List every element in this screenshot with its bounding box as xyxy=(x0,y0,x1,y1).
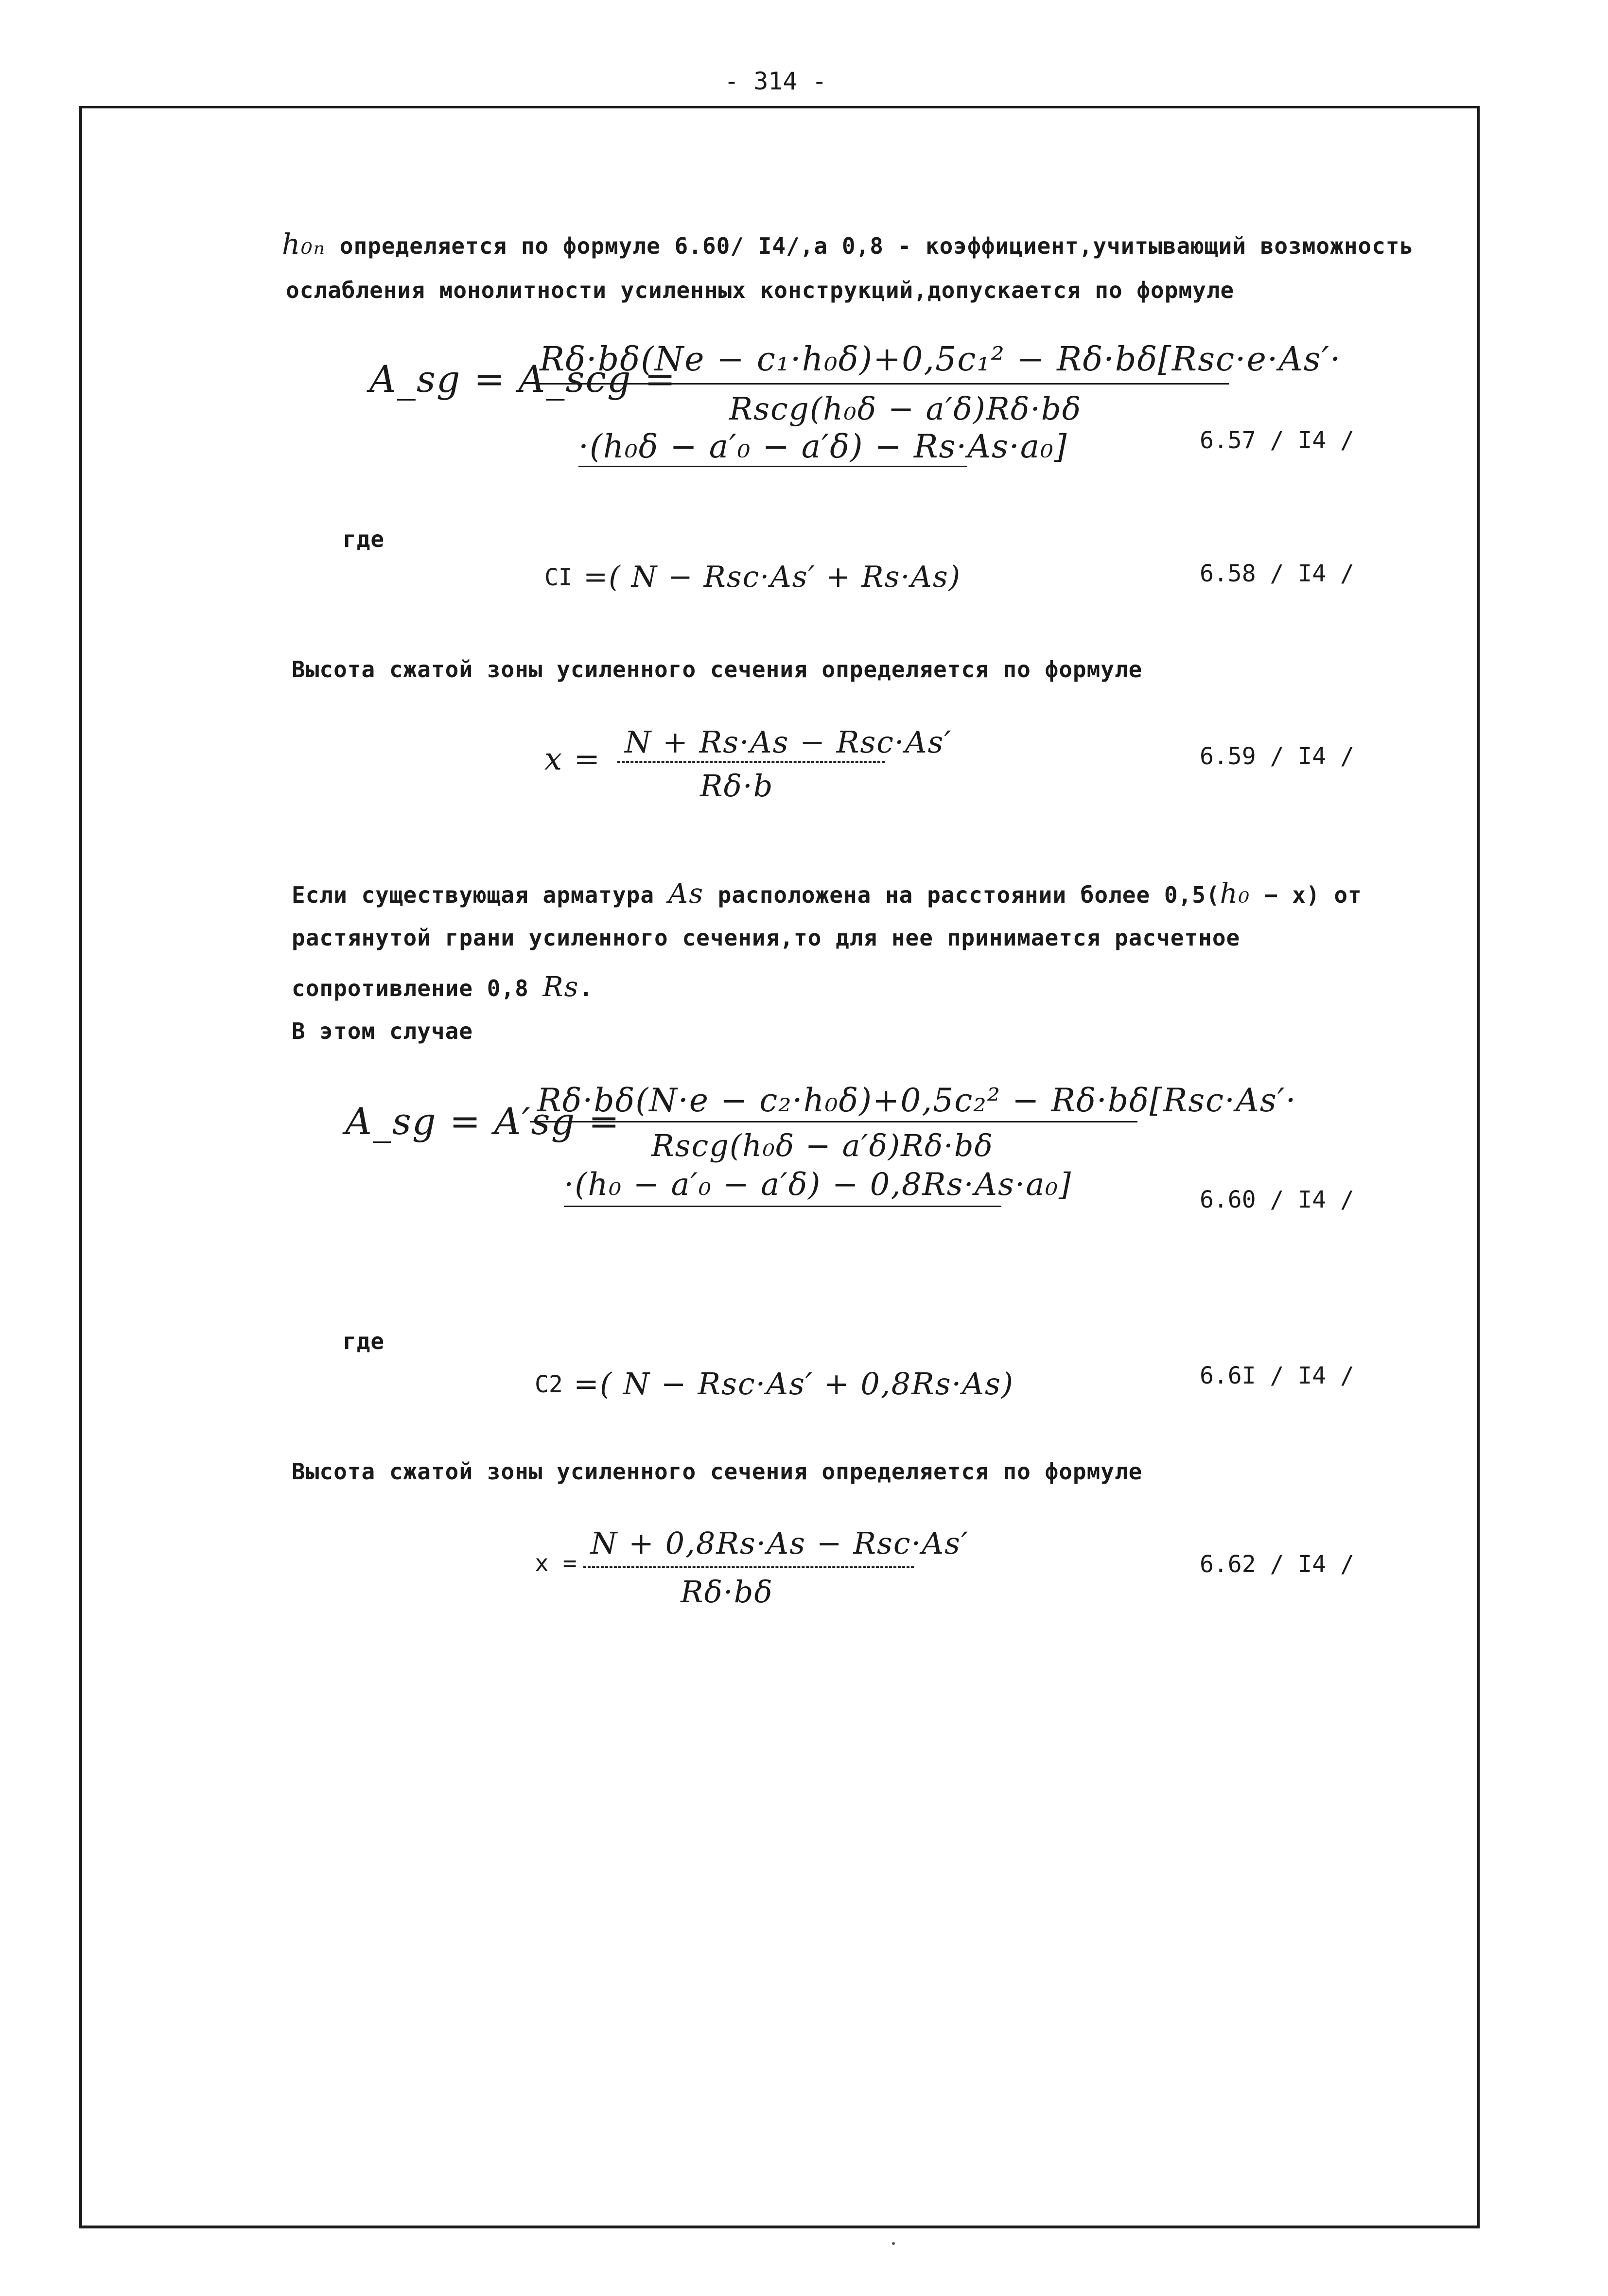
para-line-2: растянутой грани усиленного сечения,то для нее принимается расчетное xyxy=(292,925,1241,951)
para-line-1-a: Если существующая арматура xyxy=(292,882,655,908)
para-symbol-as: As xyxy=(668,878,704,910)
formula-659-number: 6.59 / I4 / xyxy=(1200,743,1354,770)
para-line-3-a: сопротивление 0,8 xyxy=(292,975,529,1001)
formula-660-fraction-bar xyxy=(530,1121,1137,1122)
formula-659-fraction-bar xyxy=(617,761,885,763)
para-symbol-rs: Rs xyxy=(542,971,579,1003)
formula-660-continuation: ·(h₀ − a′₀ − a′δ) − 0,8Rs·As·a₀] xyxy=(564,1167,1072,1203)
formula-659-denominator: Rδ·b xyxy=(700,768,774,804)
zone-text-1: Высота сжатой зоны усиленного сечения определяется по формуле xyxy=(292,656,1143,683)
intro-line-1 xyxy=(282,228,1414,261)
intro-text-1: определяется по формуле 6.60/ I4/,а 0,8 - коэффициент,учитывающий возможность xyxy=(339,233,1414,259)
para-symbol-h0: h₀ xyxy=(1220,878,1251,910)
formula-662-lhs: x = xyxy=(535,1550,577,1577)
formula-657-lhs: A_sg = A_scg = xyxy=(369,357,677,401)
zone-text-2: Высота сжатой зоны усиленного сечения определяется по формуле xyxy=(292,1458,1143,1485)
formula-660-lhs: A_sg = A′sg = xyxy=(345,1100,621,1143)
formula-661-rhs: =( N − Rsc·As′ + 0,8Rs·As) xyxy=(574,1366,1014,1402)
where-label-2: где xyxy=(343,1328,385,1354)
para-line-1-c: − x) от xyxy=(1264,882,1362,908)
formula-659-numerator: N + Rs·As − Rsc·As′ xyxy=(625,724,952,760)
formula-657-number: 6.57 / I4 / xyxy=(1200,427,1354,454)
para-line-3-b: . xyxy=(579,975,594,1001)
where-label-1: где xyxy=(343,526,385,552)
formula-662-numerator: N + 0,8Rs·As − Rsc·As′ xyxy=(591,1525,969,1561)
formula-662-number: 6.62 / I4 / xyxy=(1200,1551,1354,1578)
formula-658-lhs: CI xyxy=(544,564,573,591)
formula-661-lhs: C2 xyxy=(535,1371,563,1398)
formula-660-underline xyxy=(564,1206,1001,1207)
para-line-4: В этом случае xyxy=(292,1018,473,1044)
formula-662-fraction-bar xyxy=(583,1566,914,1568)
formula-657-denominator: Rscg(h₀δ − a′δ)Rδ·bδ xyxy=(729,391,1082,427)
formula-660-numerator: Rδ·bδ(N·e − c₂·h₀δ)+0,5c₂² − Rδ·bδ[Rsc·As′· xyxy=(537,1082,1297,1119)
formula-661-number: 6.6I / I4 / xyxy=(1200,1362,1354,1389)
formula-657-numerator: Rδ·bδ(Ne − c₁·h₀δ)+0,5c₁² − Rδ·bδ[Rsc·e·As′· xyxy=(540,340,1342,379)
para-line-3 xyxy=(292,971,593,1003)
formula-660-number: 6.60 / I4 / xyxy=(1200,1186,1354,1213)
formula-657-underline xyxy=(578,466,967,467)
formula-662-denominator: Rδ·bδ xyxy=(681,1574,773,1610)
intro-line-2: ослабления монолитности усиленных конструкций,допускается по формуле xyxy=(286,277,1235,303)
formula-657-fraction-bar xyxy=(539,383,1229,385)
formula-660-denominator: Rscg(h₀δ − a′δ)Rδ·bδ xyxy=(651,1128,994,1163)
formula-657-continuation: ·(h₀δ − a′₀ − a′δ) − Rs·As·a₀] xyxy=(578,428,1068,465)
page-number: - 314 - xyxy=(724,67,827,95)
formula-659-lhs: x = xyxy=(544,741,601,777)
formula-658-number: 6.58 / I4 / xyxy=(1200,560,1354,587)
para-line-1 xyxy=(292,878,1362,910)
scan-speck xyxy=(892,2242,895,2245)
intro-symbol: h₀ₙ xyxy=(282,228,326,261)
para-line-1-b: расположена на расстоянии более 0,5( xyxy=(717,882,1220,908)
formula-658-rhs: =( N − Rsc·As′ + Rs·As) xyxy=(583,560,961,594)
